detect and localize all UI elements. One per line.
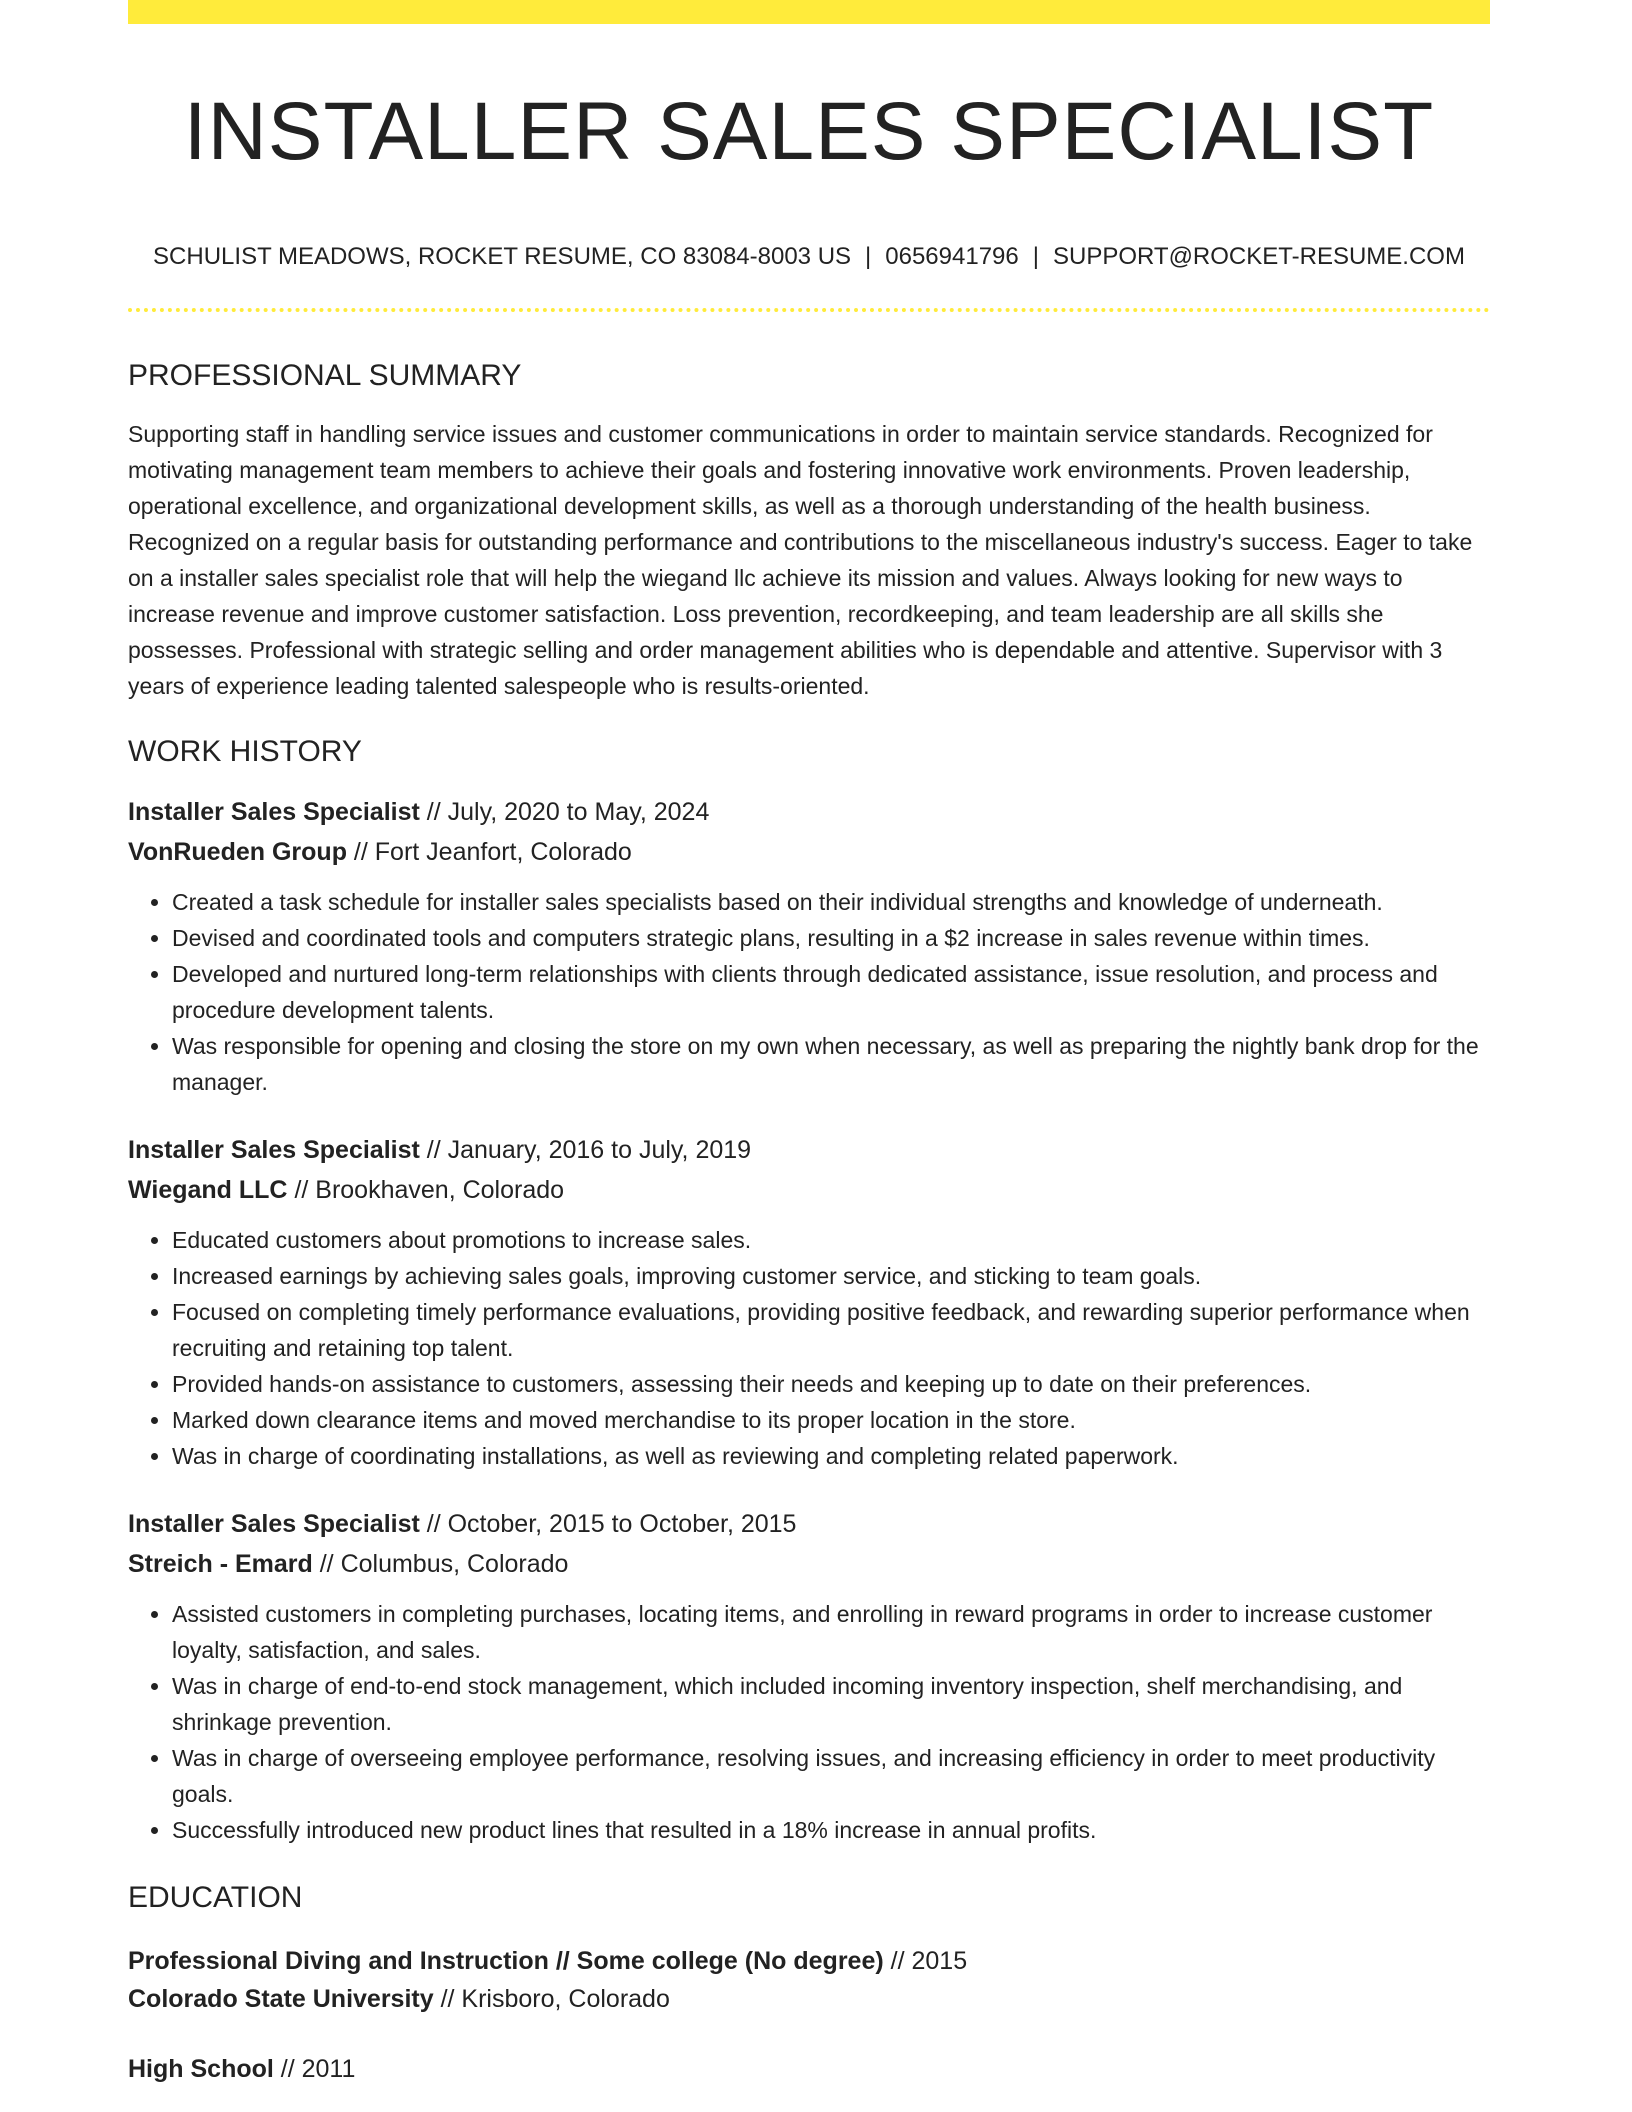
contact-phone: 0656941796 xyxy=(885,243,1019,270)
job-role: Installer Sales Specialist xyxy=(128,1136,420,1164)
education-degree-line xyxy=(128,2050,1490,2088)
job-bullets xyxy=(128,1222,1490,1474)
job-location: // Brookhaven, Colorado xyxy=(287,1176,565,1204)
contact-line xyxy=(128,242,1490,272)
job-company-line xyxy=(128,832,1490,872)
job-role: Installer Sales Specialist xyxy=(128,798,420,826)
list-item: • Devised and coordinated tools and computers strategic plans, resulting in a $2 increase in sales revenue within times. xyxy=(172,920,1490,956)
job-dates: // October, 2015 to October, 2015 xyxy=(419,1510,797,1538)
summary-heading: PROFESSIONAL SUMMARY xyxy=(128,359,522,392)
list-item: • Educated customers about promotions to increase sales. xyxy=(172,1222,1490,1258)
job-dates: // January, 2016 to July, 2019 xyxy=(419,1136,752,1164)
list-item: • Created a task schedule for installer sales specialists based on their individual strengths and knowledge of underneath. xyxy=(172,884,1490,920)
education-degree-line xyxy=(128,1942,1490,1980)
list-item: • Developed and nurtured long-term relationships with clients through dedicated assistance, issue resolution, and process and procedure development talents. xyxy=(172,956,1490,1028)
education-heading: EDUCATION xyxy=(128,1881,303,1914)
job-location: // Fort Jeanfort, Colorado xyxy=(346,838,632,866)
dotted-divider xyxy=(128,308,1490,312)
education-location: // Krisboro, Colorado xyxy=(433,1985,670,2013)
job-company: Streich - Emard xyxy=(128,1550,313,1578)
education-entry xyxy=(128,2050,1490,2088)
job-role: Installer Sales Specialist xyxy=(128,1510,420,1538)
resume-page xyxy=(128,0,1490,2088)
job-bullets xyxy=(128,884,1490,1100)
list-item: • Assisted customers in completing purchases, locating items, and enrolling in reward programs in order to increase customer loyalty, satisfaction, and sales. xyxy=(172,1596,1490,1668)
list-item: • Increased earnings by achieving sales goals, improving customer service, and sticking to team goals. xyxy=(172,1258,1490,1294)
accent-bar xyxy=(128,0,1490,24)
list-item: • Focused on completing timely performance evaluations, providing positive feedback, and rewarding superior performance when recruiting and retaining top talent. xyxy=(172,1294,1490,1366)
job-entry xyxy=(128,792,1490,1100)
job-company-line xyxy=(128,1170,1490,1210)
contact-separator: | xyxy=(1032,243,1039,270)
list-item: • Was in charge of end-to-end stock management, which included incoming inventory inspection, shelf merchandising, and shrinkage prevention. xyxy=(172,1668,1490,1740)
job-entry xyxy=(128,1504,1490,1848)
job-title-line xyxy=(128,792,1490,832)
job-title-line xyxy=(128,1504,1490,1544)
job-title-line xyxy=(128,1130,1490,1170)
education-year: // 2015 xyxy=(883,1947,968,1975)
work-history-heading: WORK HISTORY xyxy=(128,735,362,768)
contact-address: SCHULIST MEADOWS, ROCKET RESUME, CO 83084-8003 US xyxy=(153,243,852,270)
list-item: • Provided hands-on assistance to customers, assessing their needs and keeping up to date on their preferences. xyxy=(172,1366,1490,1402)
education-year: // 2011 xyxy=(273,2055,356,2083)
job-company: Wiegand LLC xyxy=(128,1176,288,1204)
list-item: • Marked down clearance items and moved merchandise to its proper location in the store. xyxy=(172,1402,1490,1438)
job-entry xyxy=(128,1130,1490,1474)
education-entry xyxy=(128,1942,1490,2018)
list-item: • Was in charge of coordinating installations, as well as reviewing and completing related paperwork. xyxy=(172,1438,1490,1474)
education-school-line xyxy=(128,1980,1490,2018)
education-degree: High School xyxy=(128,2055,274,2083)
list-item: • Successfully introduced new product lines that resulted in a 18% increase in annual profits. xyxy=(172,1812,1490,1848)
job-company: VonRueden Group xyxy=(128,838,347,866)
summary-text: Supporting staff in handling service issues and customer communications in order to maintain service standards. Recognized for motivating management team members to achieve their goals and fostering innovative work environments. Proven leadership, operational excellence, and organizational development skills, as well as a thorough understanding of the health business. Recognized on a regular basis for outstanding performance and contributions to the miscellaneous industry's success. Eager to take on a installer sales specialist role that will help the wiegand llc achieve its mission and values. Always looking for new ways to increase revenue and improve customer satisfaction. Loss prevention, recordkeeping, and team leadership are all skills she possesses. Professional with strategic selling and order management abilities who is dependable and attentive. Supervisor with 3 years of experience leading talented salespeople who is results-oriented. xyxy=(128,421,1473,699)
job-dates: // July, 2020 to May, 2024 xyxy=(419,798,710,826)
education-degree: Professional Diving and Instruction // Some college (No degree) xyxy=(128,1947,884,1975)
contact-separator: | xyxy=(865,243,872,270)
candidate-name: INSTALLER SALES SPECIALIST xyxy=(183,86,1435,177)
job-company-line xyxy=(128,1544,1490,1584)
job-location: // Columbus, Colorado xyxy=(312,1550,569,1578)
education-school: Colorado State University xyxy=(128,1985,434,2013)
list-item: • Was responsible for opening and closing the store on my own when necessary, as well as preparing the nightly bank drop for the manager. xyxy=(172,1028,1490,1100)
contact-email: SUPPORT@ROCKET-RESUME.COM xyxy=(1052,243,1465,270)
job-bullets xyxy=(128,1596,1490,1848)
list-item: • Was in charge of overseeing employee performance, resolving issues, and increasing efficiency in order to meet productivity goals. xyxy=(172,1740,1490,1812)
